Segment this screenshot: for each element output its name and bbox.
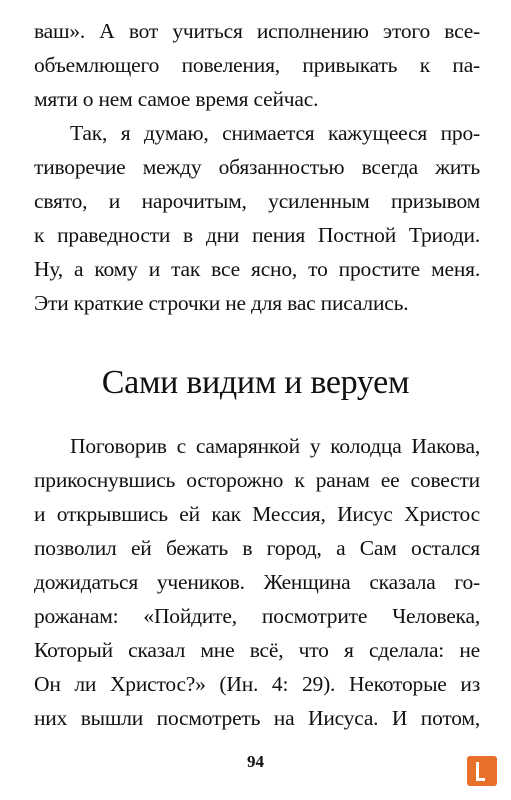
text-line: тиворечие между обязанностью всегда жить	[34, 155, 480, 179]
paragraph	[34, 14, 480, 116]
text-line: мяти о нем самое время сейчас.	[34, 87, 319, 111]
text-line: и открывшись ей как Мессия, Иисус Христос	[34, 502, 480, 526]
paragraph	[34, 116, 480, 320]
text-line: дожидаться учеников. Женщина сказала го-	[34, 570, 480, 594]
text-line: ваш». А вот учиться исполнению этого все-	[34, 19, 480, 43]
text-line: рожанам: «Пойдите, посмотрите Человека,	[34, 604, 480, 628]
page-number: 94	[247, 752, 264, 771]
text-line: свято, и нарочитым, усиленным призывом	[34, 189, 480, 213]
section-body	[34, 429, 480, 735]
text-line: позволил ей бежать в город, а Сам остался	[34, 536, 480, 560]
text-line: объемлющего повеления, привыкать к па-	[34, 53, 480, 77]
text-line: них вышли посмотреть на Иисуса. И потом,	[34, 706, 480, 730]
page-body	[34, 14, 480, 320]
text-line: Эти краткие строчки не для вас писались.	[34, 291, 409, 315]
section-heading: Сами видим и веруем	[101, 364, 410, 401]
text-line: Так, я думаю, снимается кажущееся про-	[70, 121, 480, 145]
text-line: Поговорив с самарянкой у колодца Иакова,	[70, 434, 480, 458]
text-line: Ну, а кому и так все ясно, то простите меня.	[34, 257, 480, 281]
litres-logo-icon	[467, 756, 497, 786]
text-line: к праведности в дни пения Постной Триоди.	[34, 223, 480, 247]
text-line: Он ли Христос?» (Ин. 4: 29). Некоторые из	[34, 672, 480, 696]
text-line: Который сказал мне всё, что я сделала: не	[34, 638, 480, 662]
text-line: прикоснувшись осторожно к ранам ее совести	[34, 468, 480, 492]
